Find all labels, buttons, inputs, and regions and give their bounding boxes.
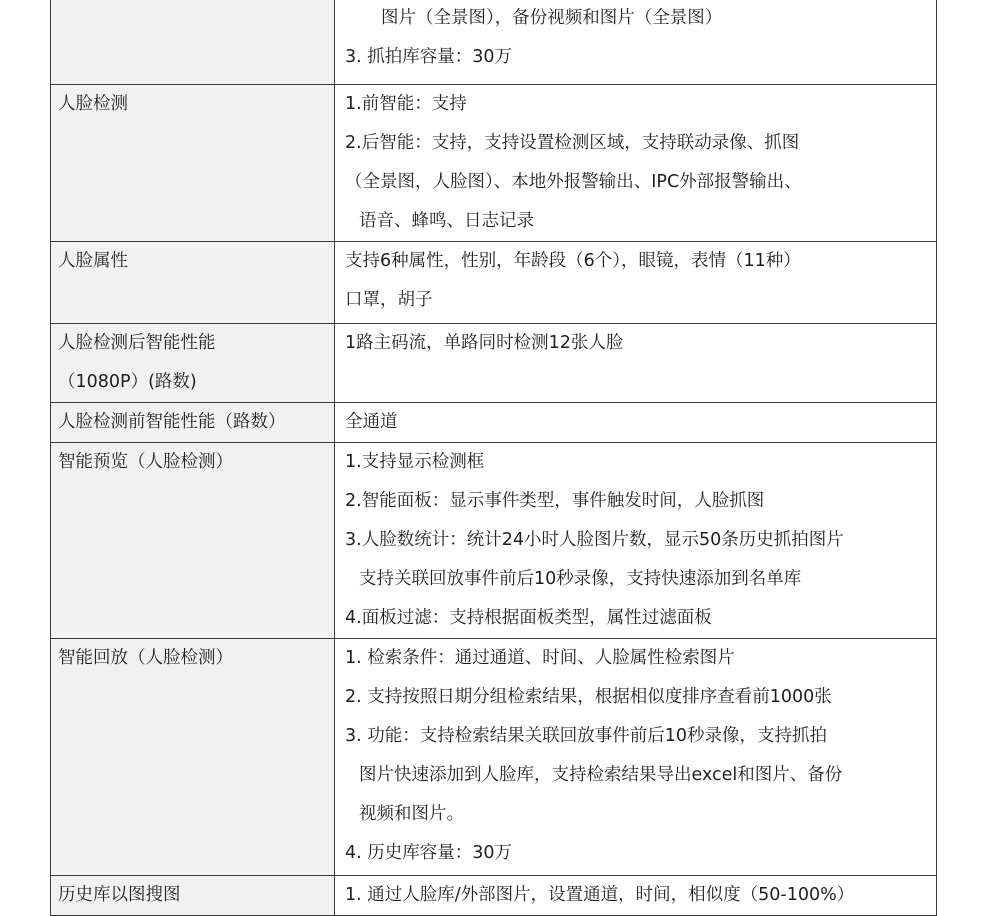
- row-label: （1080P）(路数): [58, 372, 197, 392]
- row-label: 人脸属性: [58, 251, 128, 271]
- table-row: [51, 443, 937, 639]
- row-content-cell: [335, 85, 937, 242]
- row-content-cell: [335, 443, 937, 639]
- row-label: 人脸检测: [58, 94, 128, 114]
- content-line: 2.后智能：支持，支持设置检测区域，支持联动录像、抓图: [345, 133, 800, 153]
- table-row: [51, 876, 937, 916]
- row-content-cell: [335, 403, 937, 443]
- row-label-cell: [51, 85, 335, 242]
- content-line: 1.前智能：支持: [345, 94, 467, 114]
- table-row: [51, 242, 937, 324]
- content-line: 2. 支持按照日期分组检索结果，根据相似度排序查看前1000张: [345, 687, 832, 707]
- row-label: 人脸检测前智能性能（路数）: [58, 412, 286, 432]
- row-label: 智能预览（人脸检测）: [58, 452, 233, 472]
- content-line: 1. 检索条件：通过通道、时间、人脸属性检索图片: [345, 648, 735, 668]
- row-label-cell: [51, 639, 335, 876]
- spec-table: [50, 0, 937, 916]
- row-label: 历史库以图搜图: [58, 885, 181, 905]
- content-line: 支持6种属性，性别，年龄段（6个），眼镜，表情（11种）: [345, 251, 801, 271]
- content-line: 口罩，胡子: [345, 290, 433, 310]
- content-line: 图片快速添加到人脸库，支持检索结果导出excel和图片、备份: [359, 765, 843, 785]
- row-label-cell: [51, 403, 335, 443]
- content-line: 1路主码流，单路同时检测12张人脸: [345, 333, 624, 353]
- row-content-cell: [335, 876, 937, 916]
- row-content-cell: [335, 242, 937, 324]
- table-row: [51, 324, 937, 403]
- content-line: 支持关联回放事件前后10秒录像，支持快速添加到名单库: [359, 569, 802, 589]
- table-row: [51, 639, 937, 876]
- content-line: 1.支持显示检测框: [345, 452, 485, 472]
- row-label-cell: [51, 242, 335, 324]
- content-line: 4. 历史库容量：30万: [345, 843, 513, 863]
- row-content-cell: [335, 0, 937, 85]
- table-row: [51, 85, 937, 242]
- content-line: 1. 通过人脸库/外部图片，设置通道，时间，相似度（50-100%）: [345, 885, 855, 905]
- table-row: [51, 403, 937, 443]
- content-line: （全景图，人脸图）、本地外报警输出、IPC外部报警输出、: [345, 172, 802, 192]
- content-line: 4.面板过滤：支持根据面板类型，属性过滤面板: [345, 608, 712, 628]
- content-line: 3. 抓拍库容量：30万: [345, 47, 513, 67]
- content-line: 3. 功能：支持检索结果关联回放事件前后10秒录像，支持抓拍: [345, 726, 828, 746]
- row-label-cell: [51, 0, 335, 85]
- content-line: 视频和图片。: [359, 804, 464, 824]
- row-label-cell: [51, 443, 335, 639]
- content-line: 3.人脸数统计：统计24小时人脸图片数，显示50条历史抓拍图片: [345, 530, 844, 550]
- row-label: 人脸检测后智能性能: [58, 333, 216, 353]
- content-line: 全通道: [345, 412, 398, 432]
- row-content-cell: [335, 639, 937, 876]
- row-label-cell: [51, 876, 335, 916]
- content-line: 2.智能面板：显示事件类型，事件触发时间，人脸抓图: [345, 491, 765, 511]
- content-line: 图片（全景图），备份视频和图片（全景图）: [381, 8, 723, 28]
- table-row: [51, 0, 937, 85]
- content-line: 语音、蜂鸣、日志记录: [359, 211, 534, 231]
- row-label: 智能回放（人脸检测）: [58, 648, 233, 668]
- row-content-cell: [335, 324, 937, 403]
- row-label-cell: [51, 324, 335, 403]
